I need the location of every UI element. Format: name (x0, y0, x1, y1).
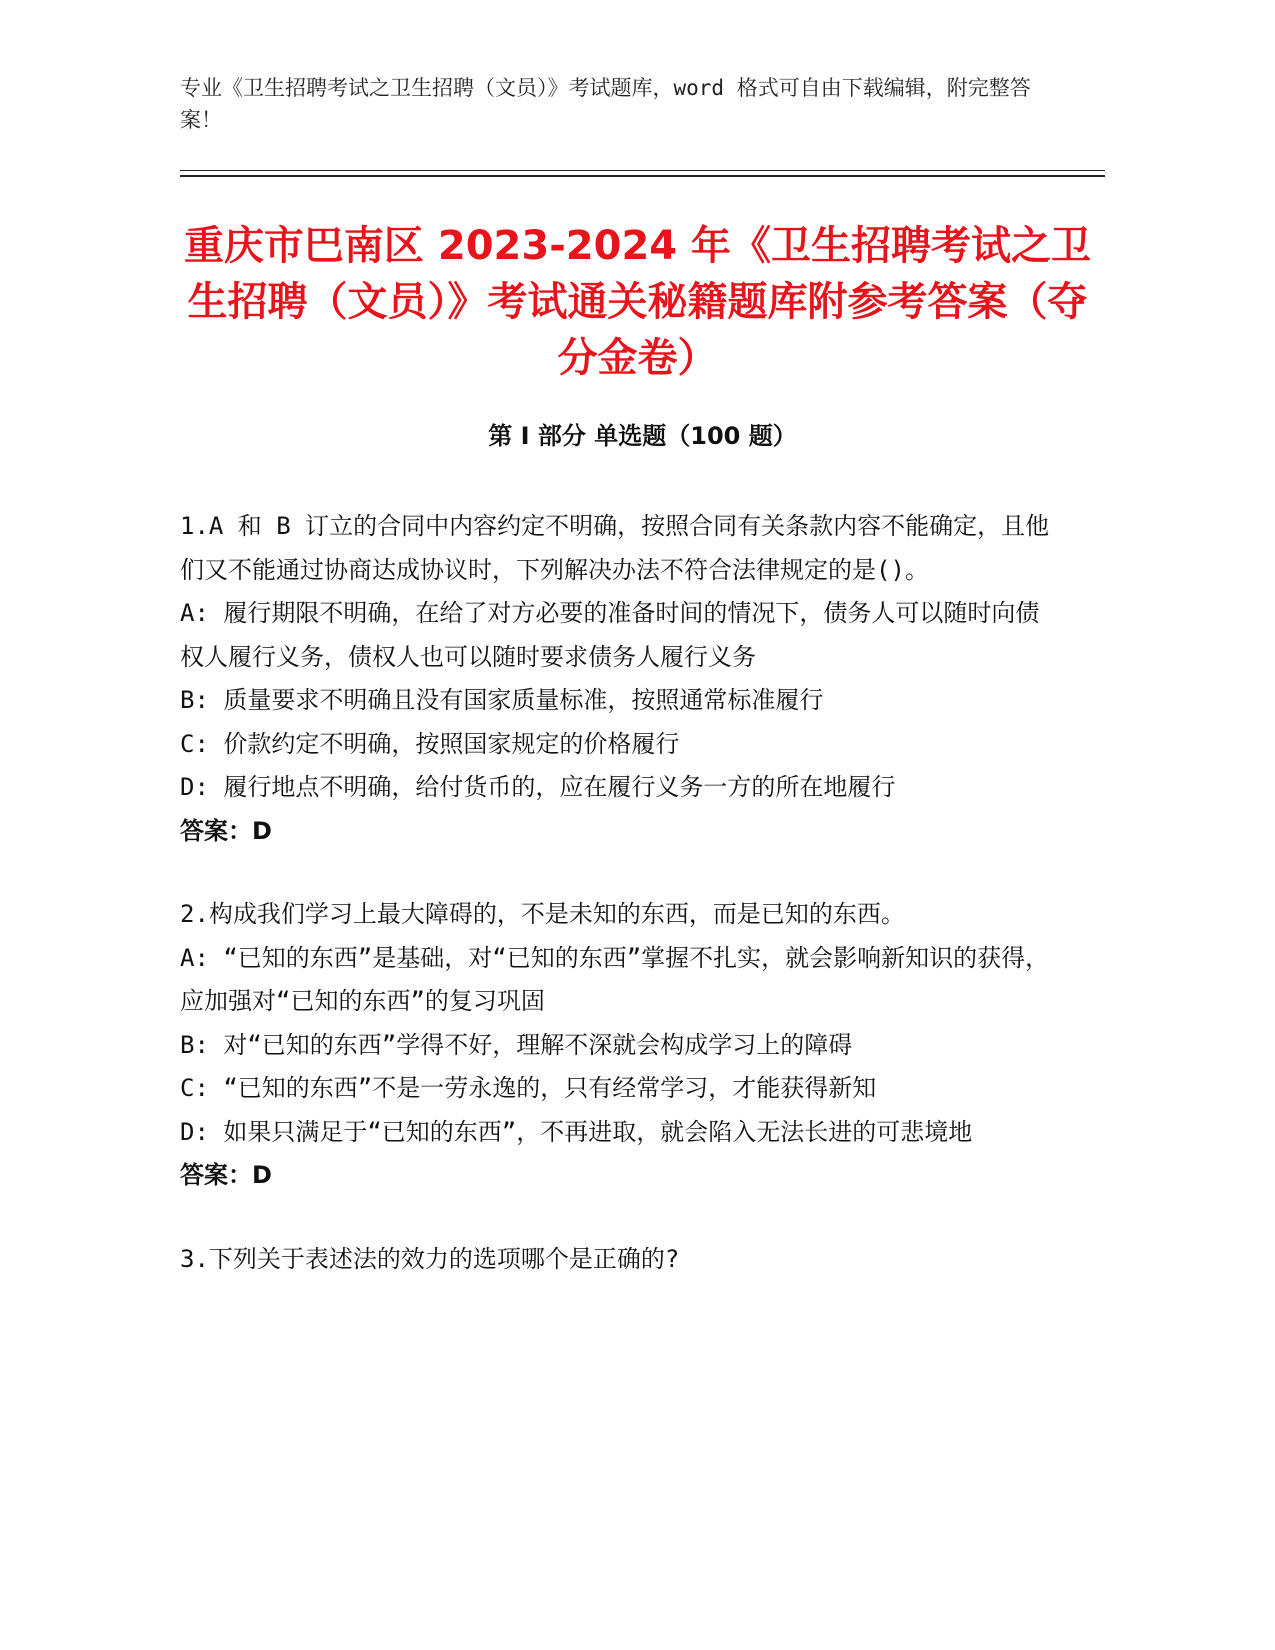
option-b: B: 对“已知的东西”学得不好，理解不深就会构成学习上的障碍 (180, 1030, 853, 1059)
question-stem: 1.A 和 B 订立的合同中内容约定不明确，按照合同有关条款内容不能确定，且他们又不能通过协商达成协议时，下列解决办法不符合法律规定的是()。 (180, 512, 1050, 584)
document-title: 重庆市巴南区 2023-2024 年《卫生招聘考试之卫生招聘（文员）》考试通关秘籍题库附参考答案（夺分金卷） (183, 223, 1092, 381)
question-stem: 3.下列关于表述法的效力的选项哪个是正确的? (180, 1244, 680, 1273)
question-list (180, 505, 1050, 1321)
section-title: 第 I 部分 单选题（100 题） (488, 422, 797, 450)
option-a: A: 履行期限不明确，在给了对方必要的准备时间的情况下，债务人可以随时向债权人履行义务，债权人也可以随时要求债务人履行义务 (180, 599, 1040, 671)
question-1 (180, 505, 1050, 853)
question-2 (180, 893, 1050, 1198)
option-b: B: 质量要求不明确且没有国家质量标准，按照通常标准履行 (180, 686, 824, 714)
answer-label: 答案：D (180, 816, 272, 845)
header-note: 专业《卫生招聘考试之卫生招聘（文员）》考试题库，word 格式可自由下载编辑，附完整答案！ (180, 76, 1031, 132)
option-d: D: 履行地点不明确，给付货币的，应在履行义务一方的所在地履行 (180, 773, 896, 801)
header-divider-thick (180, 175, 1105, 177)
option-d: D: 如果只满足于“已知的东西”，不再进取，就会陷入无法长进的可悲境地 (180, 1117, 973, 1146)
option-c: C: “已知的东西”不是一劳永逸的，只有经常学习，才能获得新知 (180, 1074, 877, 1102)
question-stem: 2.构成我们学习上最大障碍的，不是未知的东西，而是已知的东西。 (180, 900, 905, 928)
option-a: A: “已知的东西”是基础，对“已知的东西”掌握不扎实，就会影响新知识的获得，应加强对“已知的东西”的复习巩固 (180, 943, 1050, 1015)
header-divider-thin (180, 170, 1105, 171)
answer-label: 答案：D (180, 1161, 272, 1189)
question-3 (180, 1238, 1050, 1282)
option-c: C: 价款约定不明确，按照国家规定的价格履行 (180, 729, 680, 758)
